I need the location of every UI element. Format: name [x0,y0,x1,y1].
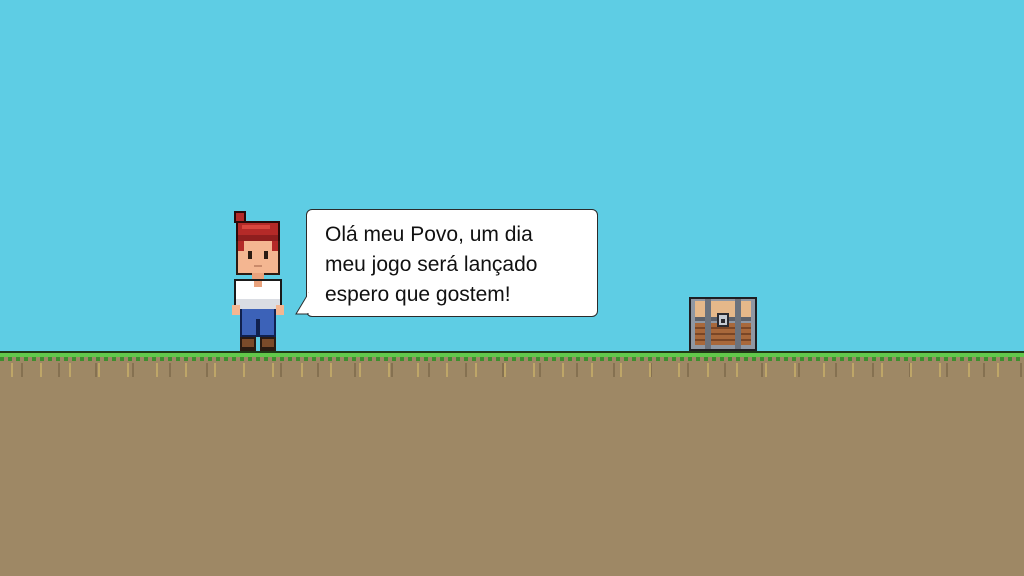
dialogue-text [325,220,595,310]
speech-bubble-tail [294,292,310,316]
player-character[interactable] [230,211,286,351]
speech-bubble [306,209,598,317]
dialogue-line: Olá meu Povo, um dia [325,223,533,246]
ground [0,351,1024,576]
dialogue-line: espero que gostem! [325,283,511,306]
dialogue-line: meu jogo será lançado [325,253,538,276]
grass-fringe [0,357,1024,361]
treasure-chest[interactable] [689,297,757,351]
soil-texture [0,363,1024,377]
